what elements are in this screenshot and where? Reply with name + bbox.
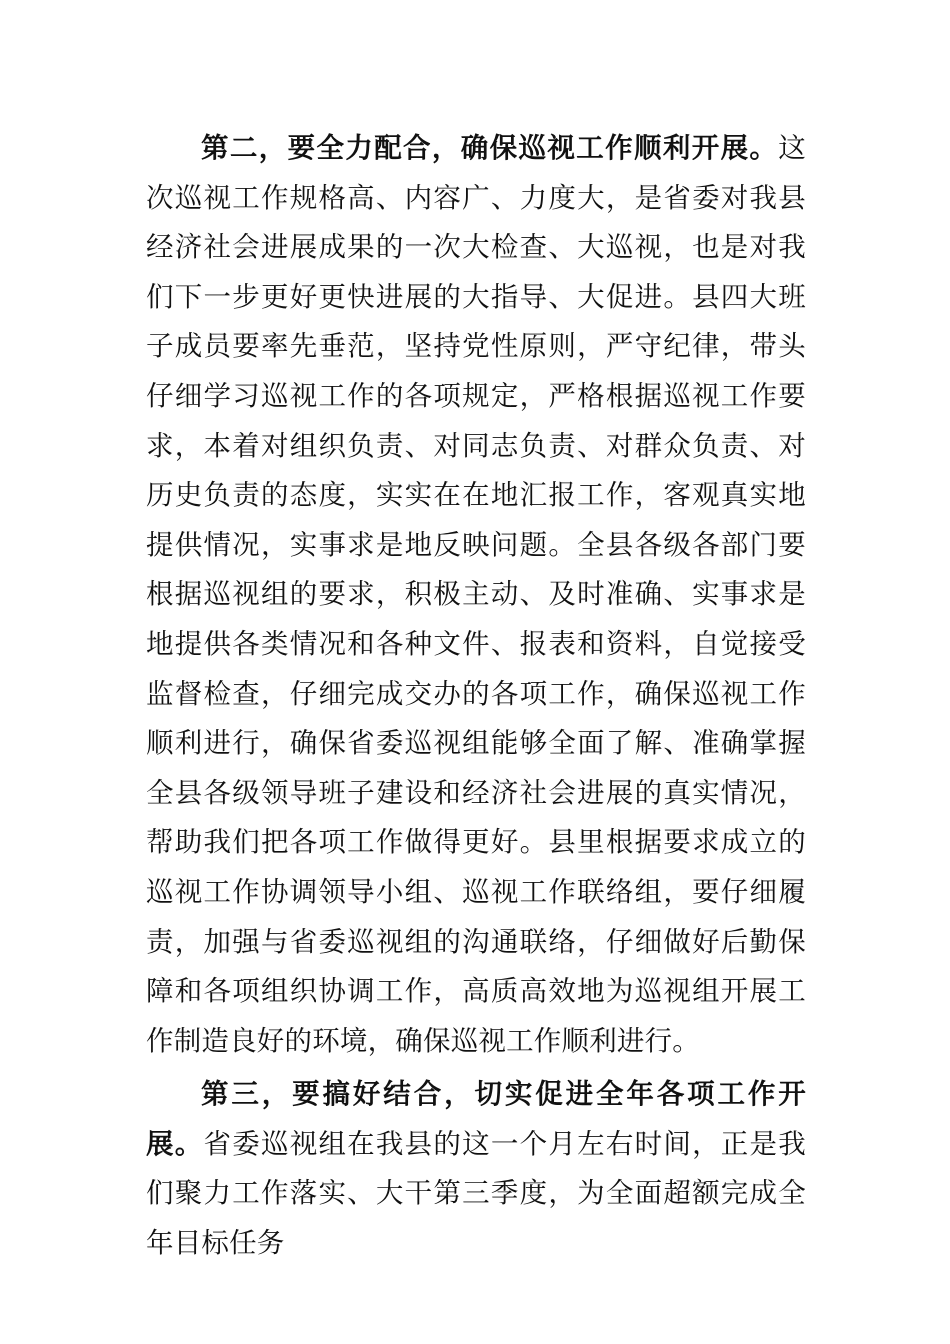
paragraph-third-point: [146, 1070, 806, 1268]
paragraph-second-point: [146, 124, 806, 1066]
document-body: [146, 124, 806, 1269]
paragraph-lead-heading: 第三，要搞好结合，切实促进全年各项工作开展。: [146, 1078, 806, 1160]
paragraph-lead-heading: 第二，要全力配合，确保巡视工作顺利开展。: [201, 132, 779, 164]
paragraph-body-text: 省委巡视组在我县的这一个月左右时间，正是我们聚力工作落实、大干第三季度，为全面超额完成全年目标任务: [146, 1127, 806, 1260]
paragraph-body-text: 这次巡视工作规格高、内容广、力度大，是省委对我县经济社会进展成果的一次大检查、大巡视，也是对我们下一步更好更快进展的大指导、大促进。县四大班子成员要率先垂范，坚持党性原则，严守纪律，带头仔细学习巡视工作的各项规定，严格根据巡视工作要求，本着对组织负责、对同志负责、对群众负责、对历史负责的态度，实实在在地汇报工作，客观真实地提供情况，实事求是地反映问题。全县各级各部门要根据巡视组的要求，积极主动、及时准确、实事求是地提供各类情况和各种文件、报表和资料，自觉接受监督检查，仔细完成交办的各项工作，确保巡视工作顺利进行，确保省委巡视组能够全面了解、准确掌握全县各级领导班子建设和经济社会进展的真实情况，帮助我们把各项工作做得更好。县里根据要求成立的巡视工作协调领导小组、巡视工作联络组，要仔细履责，加强与省委巡视组的沟通联络，仔细做好后勤保障和各项组织协调工作，高质高效地为巡视组开展工作制造良好的环境，确保巡视工作顺利进行。: [146, 132, 806, 1057]
